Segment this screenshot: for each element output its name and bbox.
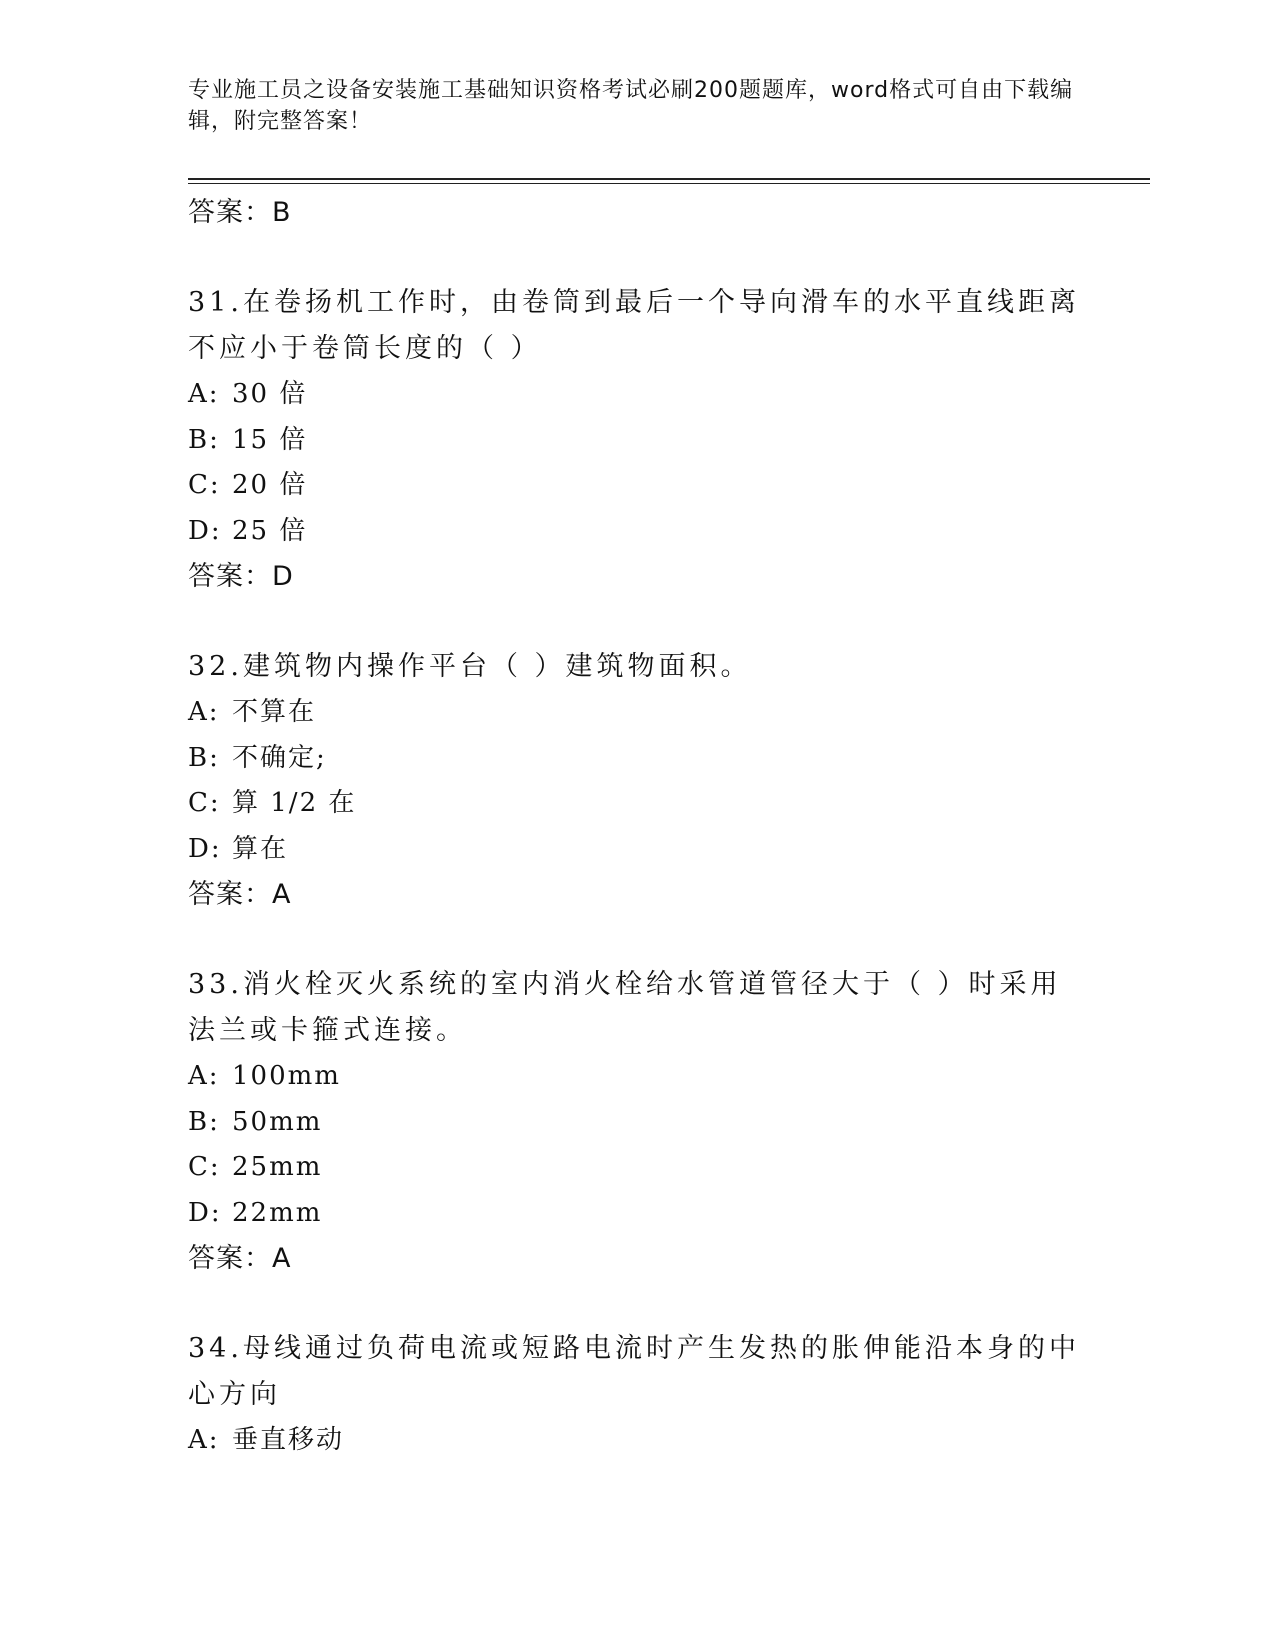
option-text: 100mm [232, 1061, 341, 1091]
question-item [188, 644, 1088, 918]
answer-line: 答案：A [188, 1243, 292, 1274]
option-text: 算 1/2 在 [232, 788, 357, 818]
option-c [188, 781, 1088, 827]
option-b [188, 736, 1088, 782]
option-label: D: [188, 515, 222, 546]
answer-line: 答案：D [188, 561, 294, 592]
option-text: 不确定; [232, 742, 327, 773]
question-item [188, 1326, 1088, 1464]
option-text: 垂直移动 [232, 1425, 345, 1455]
option-label: C: [188, 788, 221, 818]
option-d [188, 509, 1088, 555]
prev-answer: 答案：B [188, 197, 292, 228]
option-label: A: [188, 1425, 220, 1455]
option-text: 20 倍 [232, 470, 308, 500]
option-label: C: [188, 470, 221, 500]
option-text: 22mm [232, 1197, 323, 1228]
option-a [188, 372, 1088, 418]
header-rule-thick [188, 178, 1150, 180]
option-label: B: [188, 1106, 220, 1137]
option-text: 30 倍 [232, 379, 308, 409]
answer-line: 答案：A [188, 879, 292, 910]
question-item [188, 962, 1088, 1282]
question-text: 32.建筑物内操作平台（ ）建筑物面积。 [188, 651, 752, 682]
option-text: 算在 [232, 833, 289, 864]
option-label: D: [188, 1197, 222, 1228]
option-label: A: [188, 697, 220, 727]
option-text: 15 倍 [232, 424, 308, 455]
option-c [188, 1145, 1088, 1191]
option-b [188, 418, 1088, 464]
header-rule-thin [188, 183, 1150, 184]
option-label: D: [188, 833, 222, 864]
option-label: A: [188, 379, 220, 409]
question-text: 33.消火栓灭火系统的室内消火栓给水管道管径大于（ ）时采用法兰或卡箍式连接。 [188, 969, 1062, 1046]
option-a [188, 1418, 1088, 1464]
option-a [188, 1054, 1088, 1100]
option-text: 50mm [232, 1106, 323, 1137]
option-text: 25mm [232, 1152, 323, 1182]
option-d [188, 1191, 1088, 1237]
question-text: 31.在卷扬机工作时，由卷筒到最后一个导向滑车的水平直线距离不应小于卷筒长度的（ ） [188, 287, 1080, 364]
question-item [188, 280, 1088, 600]
option-text: 不算在 [232, 697, 317, 727]
option-label: C: [188, 1152, 221, 1182]
option-label: B: [188, 742, 220, 773]
option-text: 25 倍 [232, 515, 308, 546]
option-b [188, 1100, 1088, 1146]
option-a [188, 690, 1088, 736]
option-c [188, 463, 1088, 509]
question-list [188, 190, 1088, 1464]
page-header: 专业施工员之设备安装施工基础知识资格考试必刷200题题库，word格式可自由下载编辑，附完整答案！ [188, 78, 1074, 134]
option-label: B: [188, 424, 220, 455]
option-d [188, 827, 1088, 873]
question-text: 34.母线通过负荷电流或短路电流时产生发热的胀伸能沿本身的中心方向 [188, 1333, 1080, 1410]
option-label: A: [188, 1061, 220, 1091]
